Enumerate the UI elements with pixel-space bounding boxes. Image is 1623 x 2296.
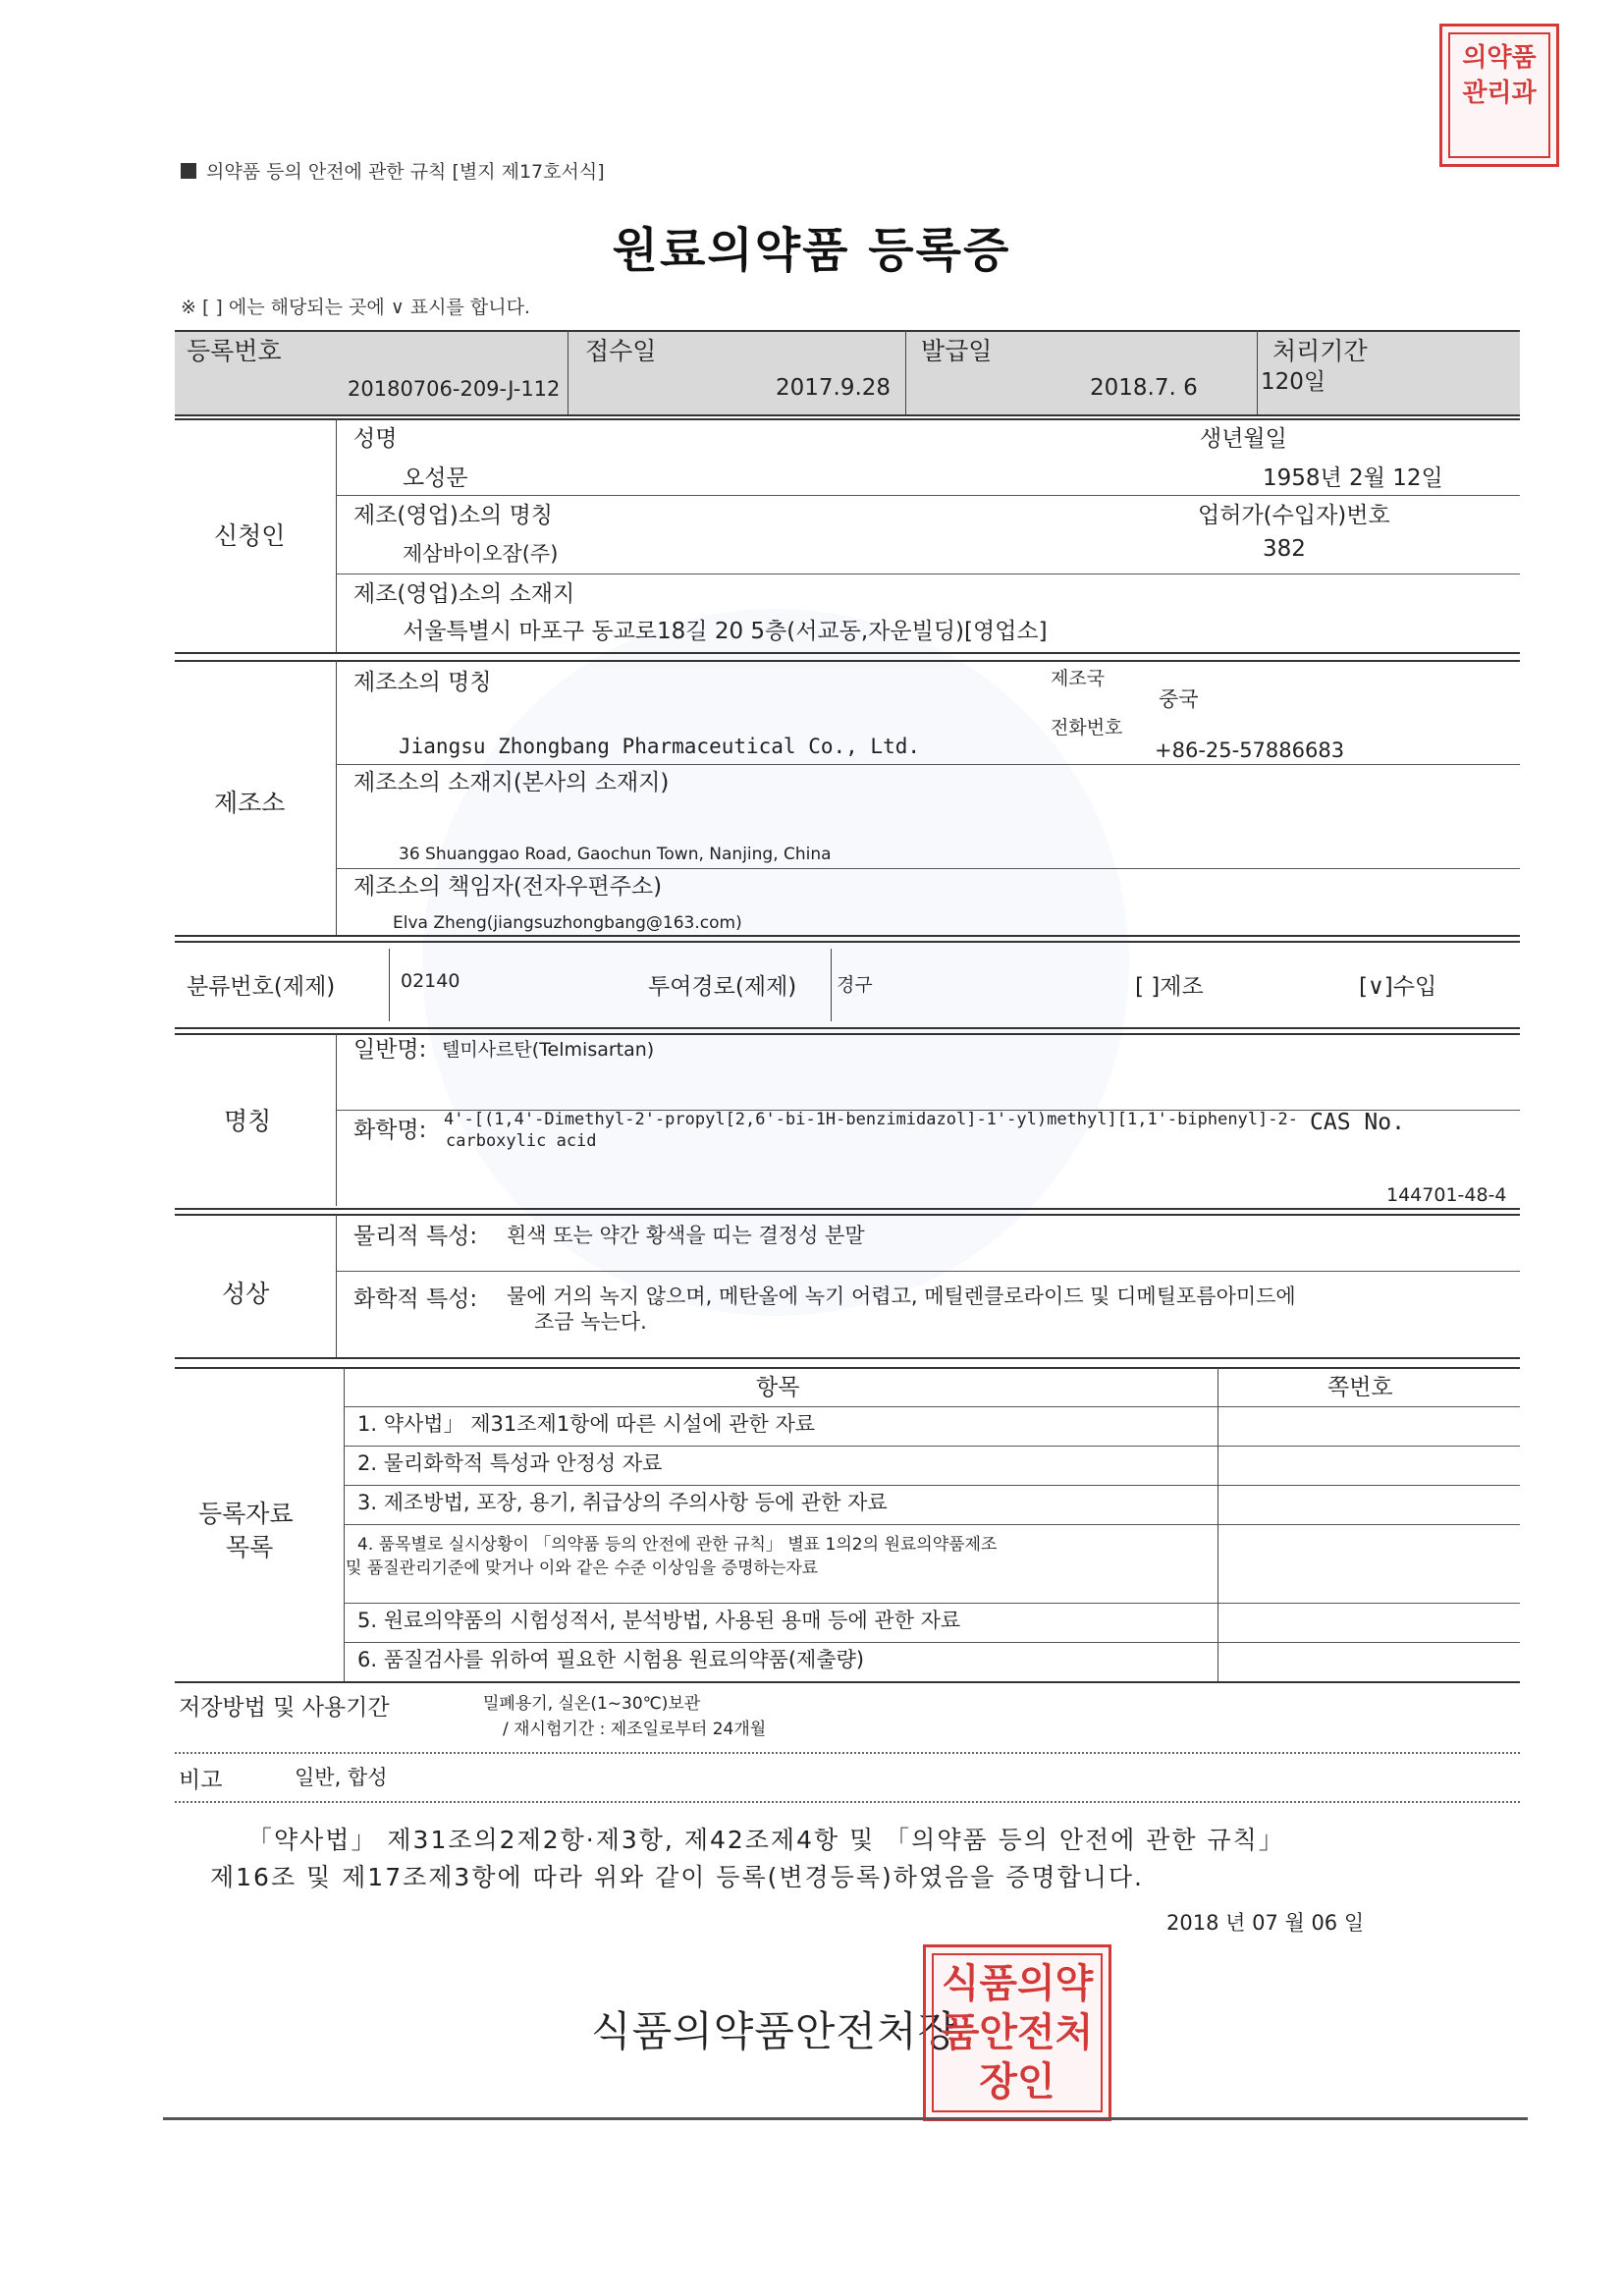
phone-value: +86-25-57886683 — [1155, 738, 1345, 762]
documents-section-label-2: 목록 — [226, 1533, 274, 1561]
manufacture-checkbox[interactable]: [ ]제조 — [1135, 974, 1204, 1000]
chemical-property-label: 화학적 특성: — [353, 1286, 478, 1312]
registration-no-value: 20180706-209-J-112 — [348, 377, 561, 401]
manufacturer-name-value: Jiangsu Zhongbang Pharmaceutical Co., Ltd. — [399, 735, 921, 758]
item-column-header: 항목 — [756, 1375, 800, 1400]
issue-date-value: 2018.7. 6 — [1090, 375, 1198, 401]
physical-property-value: 흰색 또는 약간 황색을 띠는 결정성 분말 — [507, 1224, 865, 1247]
form-reference — [181, 157, 605, 184]
import-checkbox[interactable]: [∨]수입 — [1359, 974, 1437, 1000]
manufacturer-section-label: 제조소 — [214, 789, 286, 817]
document-item-3: 3. 제조방법, 포장, 용기, 취급상의 주의사항 등에 관한 자료 — [357, 1491, 888, 1514]
page-title: 원료의약품 등록증 — [612, 223, 1011, 278]
watermark-emblem — [422, 609, 1129, 1316]
official-seal — [923, 1944, 1111, 2121]
storage-label: 저장방법 및 사용기간 — [179, 1695, 390, 1721]
issue-date-label: 발급일 — [921, 337, 993, 365]
department-seal-text: 의약품관리과 — [1462, 43, 1537, 108]
general-name-label: 일반명: — [353, 1037, 427, 1063]
receipt-date-value: 2017.9.28 — [776, 375, 892, 401]
chemical-name-label: 화학명: — [353, 1118, 427, 1143]
receipt-date-label: 접수일 — [585, 337, 657, 365]
business-address-value: 서울특별시 마포구 동교로18길 20 5층(서교동,자운빌딩)[영업소] — [403, 619, 1048, 644]
applicant-name-label: 성명 — [353, 426, 398, 452]
business-name-value: 제삼바이오잠(주) — [403, 542, 559, 566]
chemical-name-line2: carboxylic acid — [446, 1131, 597, 1151]
remarks-value: 일반, 합성 — [295, 1766, 388, 1789]
manufacturing-country-label: 제조국 — [1051, 668, 1106, 689]
document-item-2: 2. 물리화학적 특성과 안정성 자료 — [357, 1451, 663, 1475]
chemical-property-line2: 조금 녹는다. — [534, 1310, 647, 1334]
license-no-value: 382 — [1263, 536, 1306, 562]
registration-no-label: 등록번호 — [187, 337, 282, 365]
business-name-label: 제조(영업)소의 명칭 — [353, 503, 554, 528]
physical-property-label: 물리적 특성: — [353, 1224, 478, 1249]
bottom-rule — [163, 2117, 1528, 2120]
document-item-6: 6. 품질검사를 위하여 필요한 시험용 원료의약품(제출량) — [357, 1648, 865, 1671]
business-address-label: 제조(영업)소의 소재지 — [353, 581, 575, 607]
storage-value-line2: / 재시험기간 : 제조일로부터 24개월 — [503, 1720, 767, 1739]
applicant-birth-label: 생년월일 — [1200, 426, 1287, 452]
documents-section-label-1: 등록자료 — [198, 1500, 294, 1528]
cas-no-label: CAS No. — [1310, 1110, 1405, 1135]
classification-code-value: 02140 — [401, 970, 460, 992]
square-bullet-icon — [181, 163, 196, 179]
manufacturer-rep-value: Elva Zheng(jiangsuzhongbang@163.com) — [393, 913, 742, 933]
storage-value-line1: 밀폐용기, 실온(1~30℃)보관 — [483, 1694, 701, 1714]
document-item-5: 5. 원료의약품의 시험성적서, 분석방법, 사용된 용매 등에 관한 자료 — [357, 1609, 961, 1632]
route-label: 투여경로(제제) — [648, 974, 797, 1000]
issue-date-footer: 2018 년 07 월 06 일 — [1166, 1911, 1365, 1935]
classification-code-label: 분류번호(제제) — [187, 974, 336, 1000]
form-reference-text: 의약품 등의 안전에 관한 규칙 [별지 제17호서식] — [206, 161, 605, 183]
certification-line-2: 제16조 및 제17조제3항에 따라 위와 같이 등록(변경등록)하였음을 증명합니다. — [210, 1863, 1144, 1891]
cas-no-value: 144701-48-4 — [1386, 1184, 1507, 1206]
issuer-name: 식품의약품안전처장 — [591, 2007, 959, 2055]
phone-label: 전화번호 — [1051, 717, 1123, 738]
manufacturer-address-label: 제조소의 소재지(본사의 소재지) — [353, 770, 670, 795]
remarks-label: 비고 — [179, 1768, 223, 1793]
document-item-4-line1: 4. 품목별로 실시상황이 「의약품 등의 안전에 관한 규칙」 별표 1의2의 원료의약품제조 — [357, 1535, 998, 1555]
manufacturer-address-value: 36 Shuanggao Road, Gaochun Town, Nanjing, China — [399, 845, 832, 864]
naming-section-label: 명칭 — [224, 1107, 272, 1135]
route-value: 경구 — [837, 974, 873, 996]
applicant-name-value: 오성문 — [403, 465, 468, 491]
manufacturer-name-label: 제조소의 명칭 — [353, 670, 492, 695]
document-item-4-line2: 및 품질관리기준에 맞거나 이와 같은 수준 이상임을 증명하는자료 — [346, 1558, 819, 1578]
license-no-label: 업허가(수입자)번호 — [1198, 503, 1390, 528]
instruction-note: ※ [ ] 에는 해당되는 곳에 ∨ 표시를 합니다. — [181, 297, 530, 318]
certification-line-1: 「약사법」 제31조의2제2항·제3항, 제42조제4항 및 「의약품 등의 안전에 관한 규칙」 — [247, 1826, 1285, 1854]
applicant-birth-value: 1958년 2월 12일 — [1263, 465, 1443, 491]
chemical-property-line1: 물에 거의 녹지 않으며, 메탄올에 녹기 어렵고, 메틸렌클로라이드 및 디메틸포름아미드에 — [507, 1285, 1296, 1308]
applicant-section-label: 신청인 — [214, 521, 286, 550]
manufacturer-rep-label: 제조소의 책임자(전자우편주소) — [353, 874, 663, 900]
page-column-header: 쪽번호 — [1327, 1375, 1393, 1400]
manufacturing-country-value: 중국 — [1159, 687, 1199, 711]
processing-period-label: 처리기간 — [1272, 337, 1368, 365]
chemical-name-line1: 4'-[(1,4'-Dimethyl-2'-propyl[2,6'-bi-1H-benzimidazol]-1'-yl)methyl][1,1'-biphenyl]-2- — [444, 1110, 1298, 1129]
processing-period-value: 120일 — [1261, 369, 1326, 395]
general-name-value: 텔미사르탄(Telmisartan) — [442, 1039, 655, 1061]
department-seal — [1439, 24, 1559, 167]
official-seal-text: 식품의약품안전처장인 — [941, 1960, 1094, 2105]
properties-section-label: 성상 — [222, 1280, 270, 1308]
document-item-1: 1. 약사법」 제31조제1항에 따른 시설에 관한 자료 — [357, 1412, 816, 1436]
